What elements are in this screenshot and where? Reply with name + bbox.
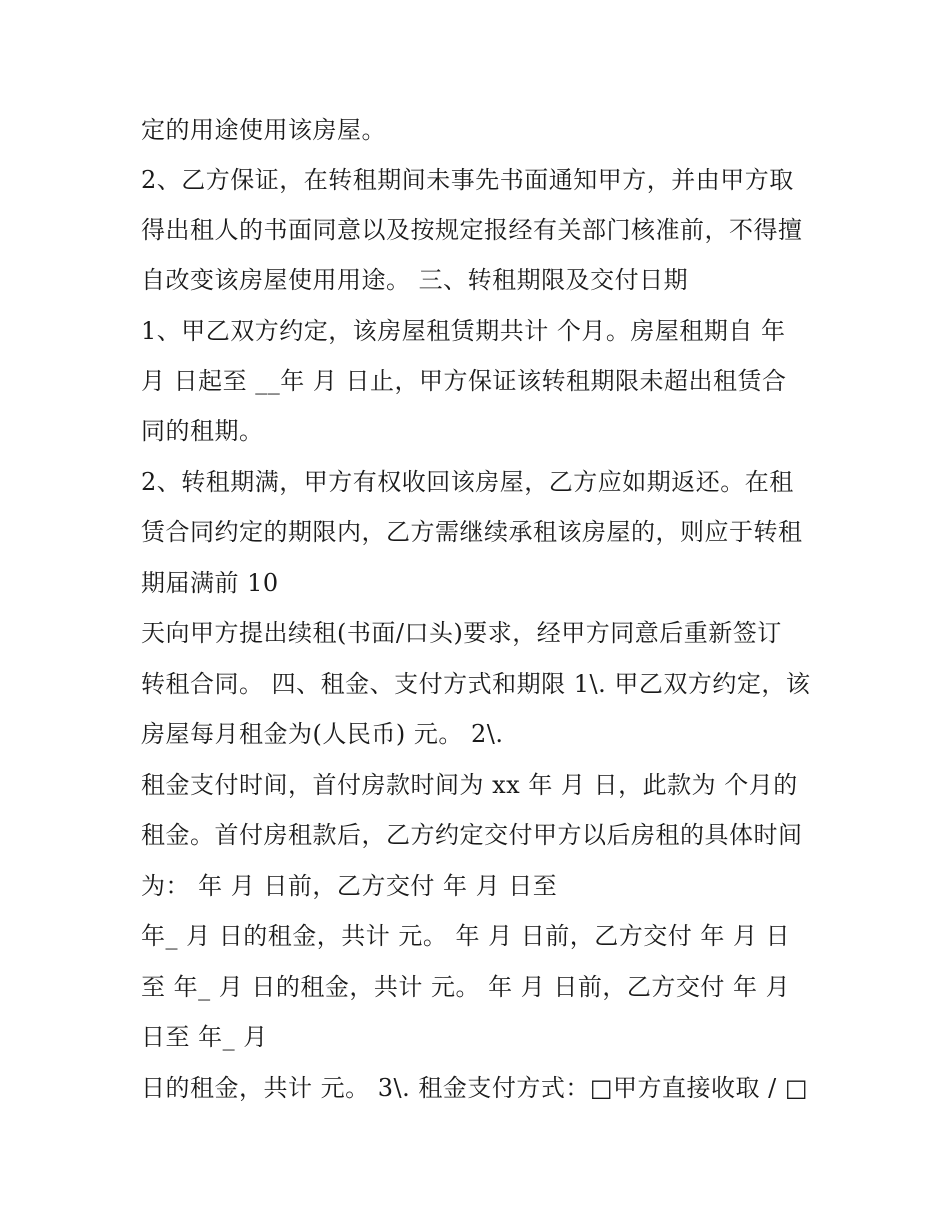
text-line: 自改变该房屋使用用途。 三、转租期限及交付日期 <box>141 266 689 294</box>
text-line: 2、转租期满，甲方有权收回该房屋，乙方应如期返还。在租 <box>141 468 794 496</box>
text-line: 期届满前 10 <box>141 569 279 597</box>
text-line: 定的用途使用该房屋。 <box>141 116 386 144</box>
text-line: 租金。首付房租款后，乙方约定交付甲方以后房租的具体时间 <box>141 821 803 849</box>
text-line: 2、乙方保证，在转租期间未事先书面通知甲方，并由甲方取 <box>141 166 794 194</box>
text-line: 同的租期。 <box>141 417 264 445</box>
text-line: 月 日起至 __年 月 日止，甲方保证该转租期限未超出租赁合 <box>141 367 787 395</box>
text-line: 日至 年_ 月 <box>141 1023 268 1051</box>
text-line: 1、甲乙双方约定，该房屋租赁期共计 个月。房屋租期自 年 <box>141 317 786 345</box>
text-line: 日的租金，共计 元。 3\. 租金支付方式：□甲方直接收取 / □ <box>141 1074 809 1102</box>
text-line: 房屋每月租金为(人民币) 元。 2\. <box>141 720 504 748</box>
text-line: 为： 年 月 日前，乙方交付 年 月 日至 <box>141 872 558 900</box>
text-line: 年_ 月 日的租金，共计 元。 年 月 日前，乙方交付 年 月 日 <box>141 922 791 950</box>
text-line: 至 年_ 月 日的租金，共计 元。 年 月 日前，乙方交付 年 月 <box>141 973 791 1001</box>
text-line: 赁合同约定的期限内，乙方需继续承租该房屋的，则应于转租 <box>141 518 803 546</box>
text-line: 租金支付时间，首付房款时间为 xx 年 月 日，此款为 个月的 <box>141 771 798 799</box>
text-line: 得出租人的书面同意以及按规定报经有关部门核准前，不得擅 <box>141 216 803 244</box>
text-line: 天向甲方提出续租(书面/口头)要求，经甲方同意后重新签订 <box>141 619 782 647</box>
text-line: 转租合同。 四、租金、支付方式和期限 1\. 甲乙双方约定，该 <box>141 670 811 698</box>
